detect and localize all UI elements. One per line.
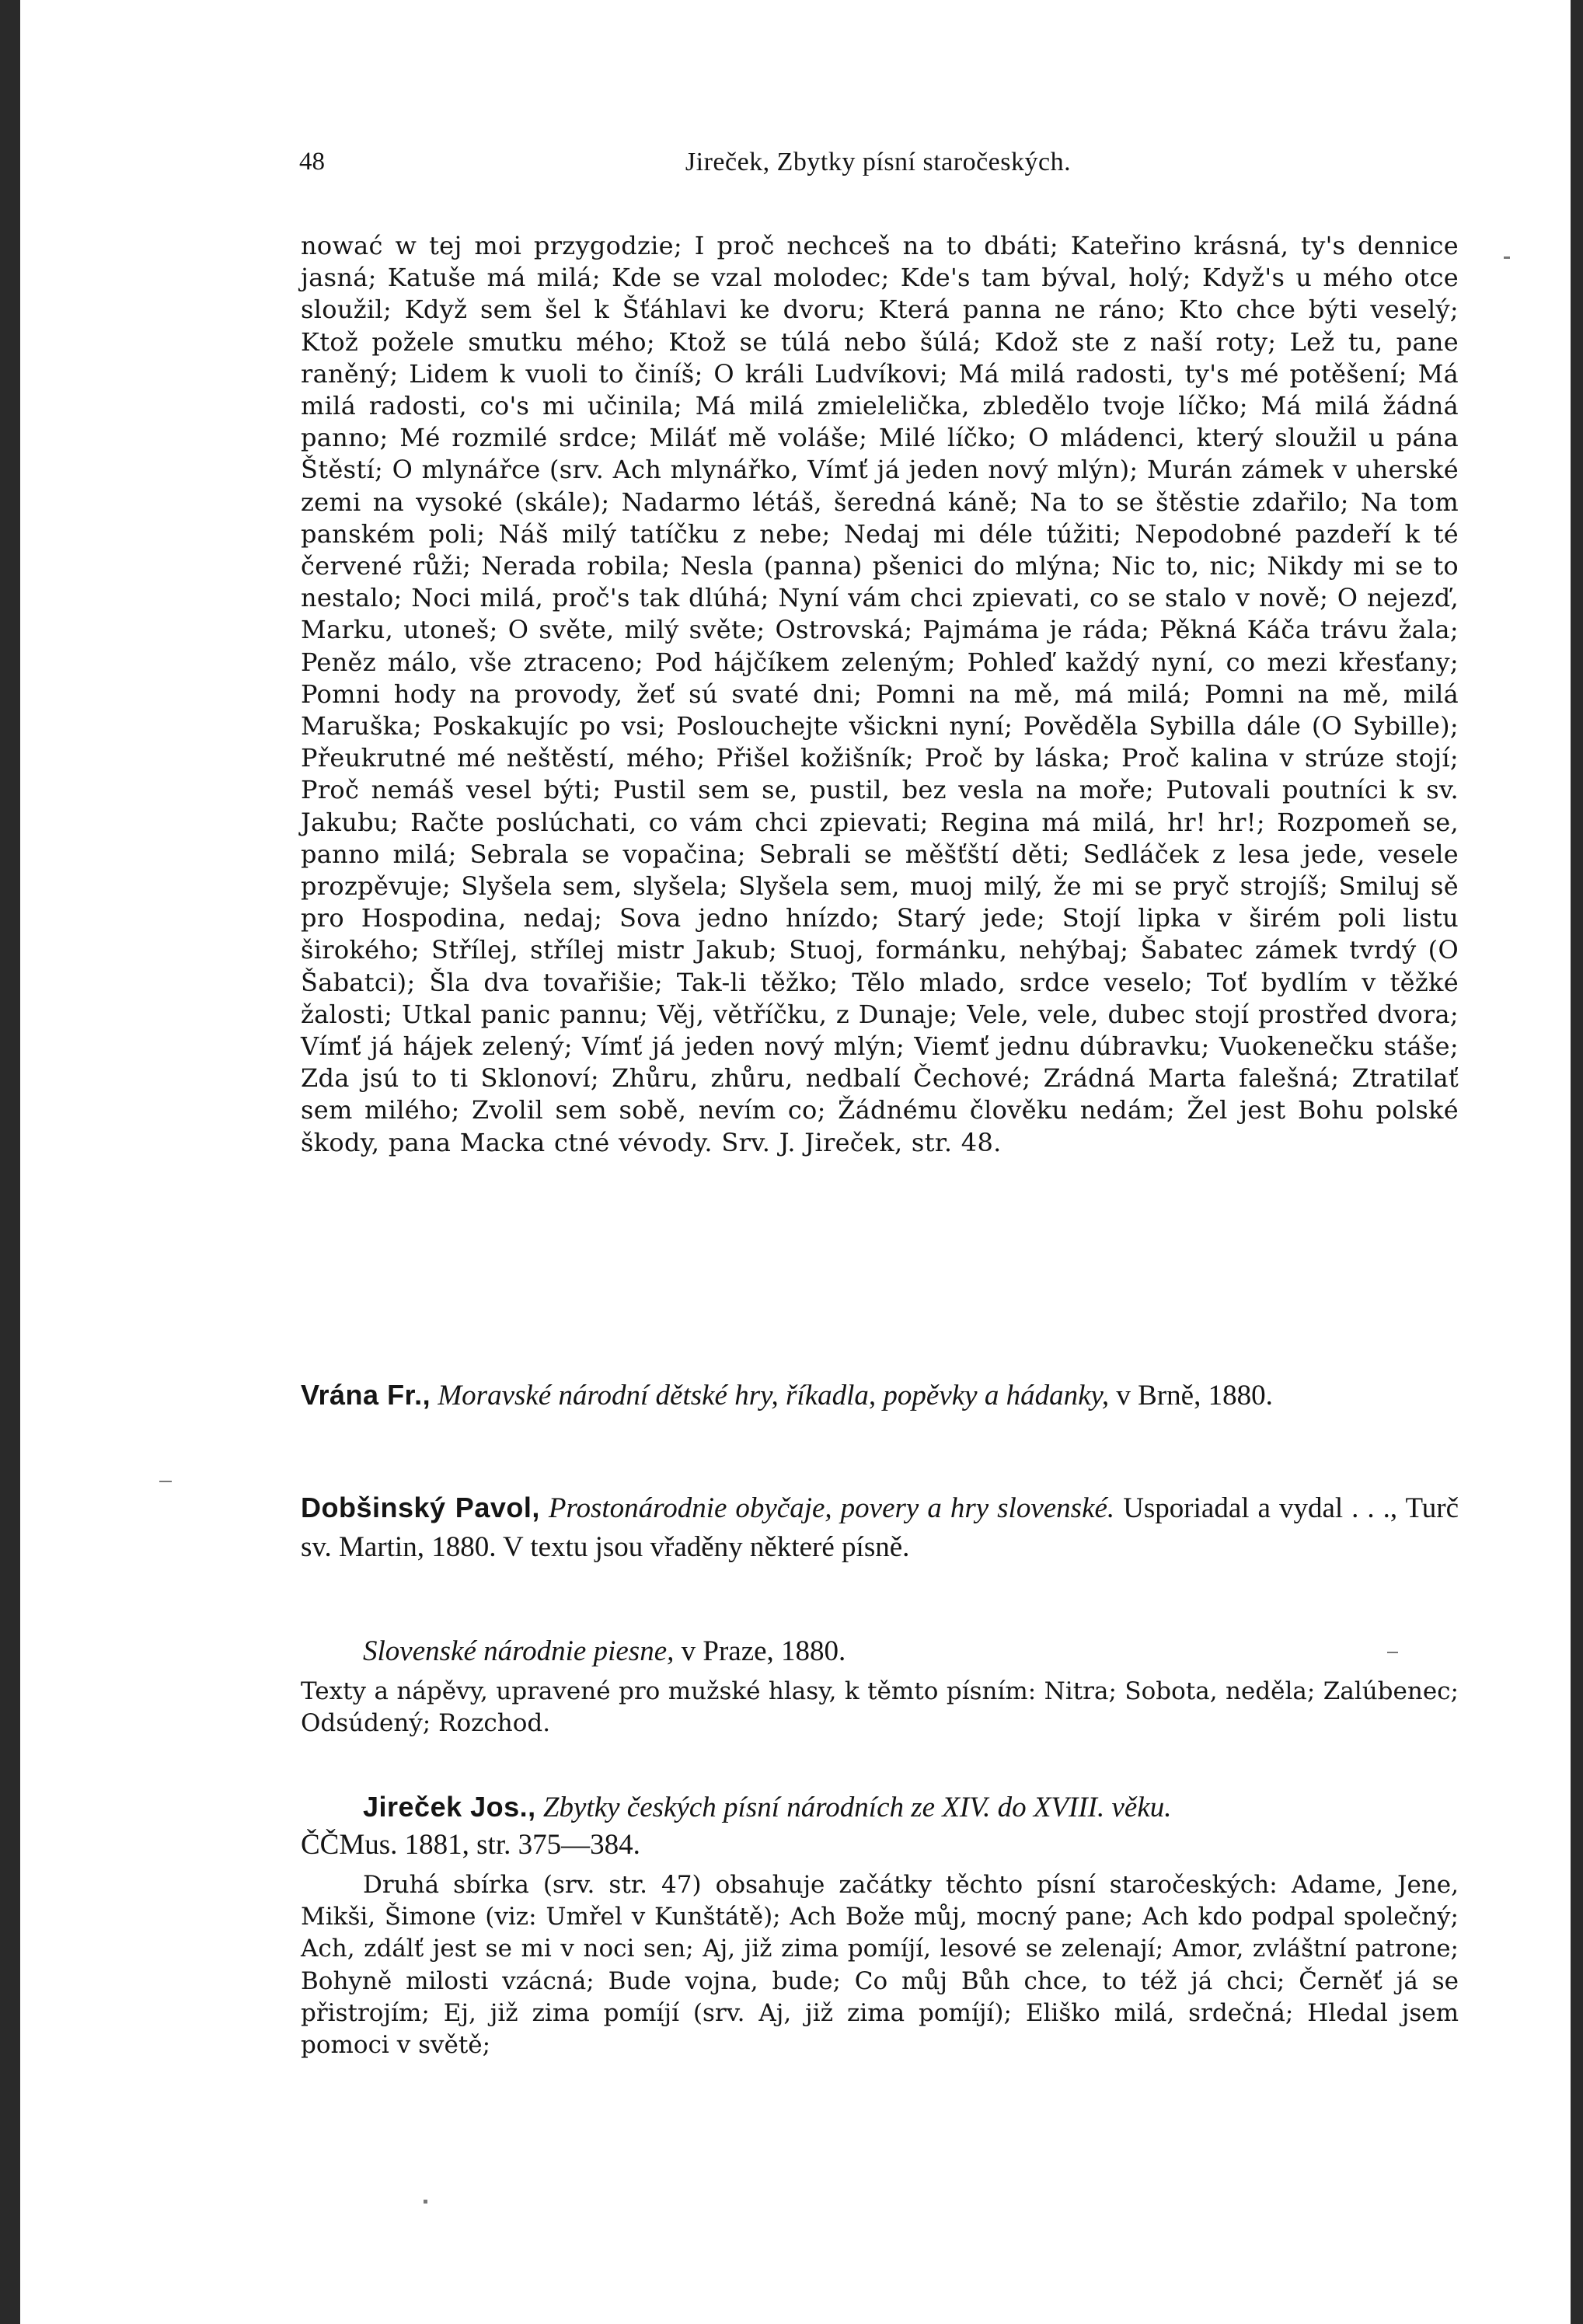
entry-title: Slovenské národnie piesne, [363,1635,675,1667]
entry-title: Prostonárodnie obyčaje, povery a hry slovenské. [548,1492,1115,1524]
entry-heading [301,1788,1459,1827]
entry-heading [301,1488,1459,1567]
entry-title: Moravské národní dětské hry, říkadla, popěvky a hádanky, [438,1380,1110,1411]
entry-imprint: Usporiadal a vydal . . ., Turč sv. Martin, 1880. [301,1492,1459,1563]
scan-speck [1504,256,1510,259]
entry-author: Jireček Jos., [363,1791,536,1823]
bibliography-entry-jirecek [301,1788,1459,2061]
entry-heading [301,1376,1459,1415]
scan-speck [1387,1652,1398,1653]
bibliography-entry-vrana [301,1376,1459,1415]
entry-note: Texty a nápěvy, upravené pro mužské hlasy, k těmto písním: Nitra; Sobota, neděla; Zalúbenec; Odsúdený; Rozchod. [301,1677,1459,1738]
page-header [299,148,1457,187]
entry-note: V textu jsou vřaděny některé písně. [503,1531,910,1563]
entry-author: Vrána Fr., [301,1379,431,1411]
entry-author: Dobšinský Pavol, [301,1492,540,1523]
entry-note: Druhá sbírka (srv. str. 47) obsahuje začátky těchto písní staročeských: Adame, Jene, Mikši, Šimone (viz: Umřel v Kunštátě); Ach Bože můj, mocný pane; Ach kdo podpal společný; Ach, zdálť jest se mi v noci sen; Aj, již zima pomíjí, lesové se zelenají; Amor, zvláštní patrone; Bohyně milosti vzácná; Bude vojna, bude; Co můj Bůh chce, to též já chci; Černěť já se přistrojím; Ej, již zima pomíjí (srv. Aj, již zima pomíjí); Eliško milá, srdečná; Hledal jsem pomoci v světě; [301,1871,1459,2060]
scan-border-left [0,0,20,2324]
entry-imprint: v Brně, 1880. [1116,1380,1273,1411]
entry-title: Zbytky českých písní národních ze XIV. do XVIII. věku. [542,1792,1172,1823]
bibliography-entry-slovenske [301,1632,1459,1740]
entry-imprint: ČČMus. 1881, str. 375—384. [301,1829,640,1861]
entry-imprint: v Praze, 1880. [681,1635,846,1667]
scan-speck [424,2200,427,2204]
song-list-paragraph: nować w tej moi przygodzie; I proč nechceš na to dbáti; Kateřino krásná, ty's dennice jasná; Katuše má milá; Kde se vzal molodec; Kde's tam býval, holý; Když's u mého otce sloužil; Když sem šel k Šťáhlavi ke dvoru; Která panna ne ráno; Kto chce býti veselý; Ktož požele smutku mého; Ktož se túlá nebo šúlá; Kdož ste z naší roty; Lež tu, pane raněný; Lidem k vuoli to činíš; O králi Ludvíkovi; Má milá radosti, ty's mé potěšení; Má milá radosti, co's mi učinila; Má milá zmielelička, zbledělo tvoje líčko; Má milá žádná panno; Mé rozmilé srdce; Miláť mě voláše; Milé líčko; O mládenci, který sloužil u pána Štěstí; O mlynářce (srv. Ach mlynářko, Vímť já jeden nový mlýn); Murán zámek v uherské zemi na vysoké (skále); Nadarmo létáš, šeredná káně; Na to se štěstie zdařilo; Na tom panském poli; Náš milý tatíčku z nebe; Nedaj mi déle túžiti; Nepodobné pazdeří k té červené růži; Nerada robila; Nesla (panna) pšenici do mlýna; Nic to, nic; Nikdy mi se to nestalo; Noci milá, proč's tak dlúhá; Nyní vám chci zpievati, co se stalo v nově; O nejezď, Marku, utoneš; O světe, milý světe; Ostrovská; Pajmáma je ráda; Pěkná Káča trávu žala; Peněz málo, vše ztraceno; Pod hájčíkem zeleným; Pohleď každý nyní, co mezi křesťany; Pomni hody na provody, žeť sú svaté dni; Pomni na mě, má milá; Pomni na mě, milá Maruška; Poskakujíc po vsi; Poslouchejte všickni nyní; Pověděla Sybilla dále (O Sybille); Přeukrutné mé neštěstí, mého; Přišel kožišník; Proč by láska; Proč kalina v strúze stojí; Proč nemáš vesel býti; Pustil sem se, pustil, bez vesla na moře; Putovali poutníci k sv. Jakubu; Račte poslúchati, co vám chci zpievati; Regina má milá, hr! hr!; Rozpomeň se, panno milá; Sebrala se vopačina; Sebrali se měšťští děti; Sedláček z lesa jede, vesele prozpěvuje; Slyšela sem, slyšela; Slyšela sem, muoj milý, že mi se pryč strojíš; Smiluj sě pro Hospodina, nedaj; Sova jedno hnízdo; Starý jede; Stojí lipka v širém poli listu širokého; Střílej, střílej mistr Jakub; Stuoj, formánku, nehýbaj; Šabatec zámek tvrdý (O Šabatci); Šla dva tovařišie; Tak-li těžko; Tělo mlado, srdce veselo; Toť bydlím v těžké žalosti; Utkal panic pannu; Věj, větříčku, z Dunaje; Vele, vele, dubec stojí prostřed dvora; Vímť já hájek zelený; Vímť já jeden nový mlýn; Viemť jednu dúbravku; Vuokenečku stáše; Zda jsú to ti Sklonoví; Zhůru, zhůru, nedbalí Čechové; Zrádná Marta falešná; Ztratilať sem milého; Zvolil sem sobě, nevím co; Žádnému člověku nedám; Žel jest Bohu polské škody, pana Macka ctné vévody. Srv. J. Jireček, str. 48. [301,231,1459,1157]
running-title: Jireček, Zbytky písní staročeských. [685,148,1072,176]
scan-speck [159,1481,172,1482]
entry-heading [301,1632,1459,1671]
bibliography-entry-dobsinsky [301,1488,1459,1567]
page-number: 48 [299,148,325,176]
scan-border-right [1571,0,1583,2324]
